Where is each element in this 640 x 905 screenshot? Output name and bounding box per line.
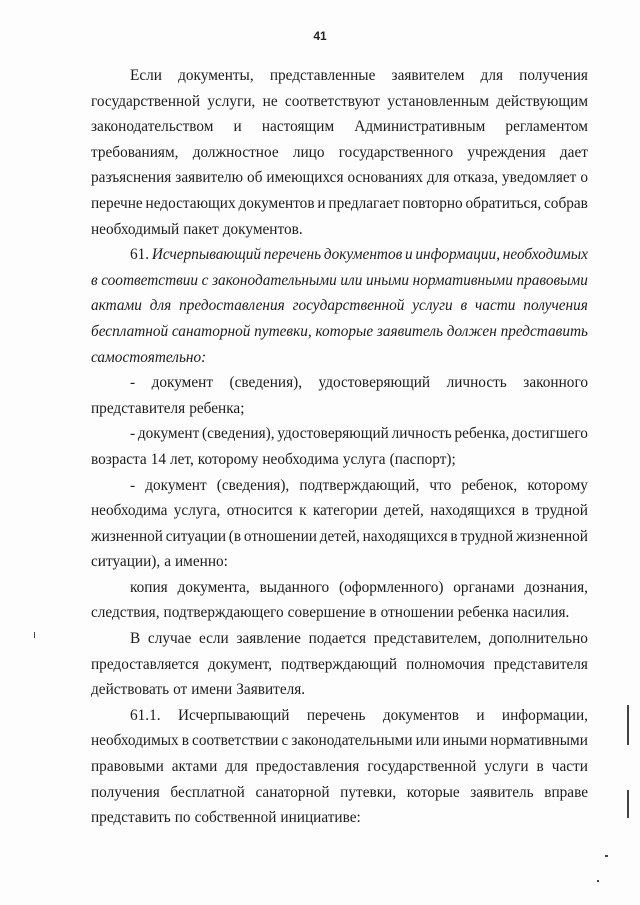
word: повторно xyxy=(402,194,463,212)
word: дознания, xyxy=(524,578,588,596)
word: - xyxy=(130,425,136,443)
word: санаторной xyxy=(255,783,330,801)
word: от xyxy=(173,681,188,699)
word: ситуации xyxy=(165,527,227,545)
word: законодательными xyxy=(291,732,413,750)
word: документов xyxy=(238,194,315,212)
word: услуга, xyxy=(173,502,221,520)
paragraph xyxy=(91,370,588,421)
scan-mark xyxy=(627,790,629,818)
word: заявитель xyxy=(470,783,534,801)
text-line xyxy=(91,575,588,601)
text-line xyxy=(91,191,588,217)
word: если xyxy=(198,630,229,648)
word: подтверждающий, xyxy=(299,476,420,494)
word: ребенка, xyxy=(454,425,510,443)
word: для xyxy=(426,169,450,187)
word: необходимый xyxy=(91,220,180,238)
word: необходимых xyxy=(502,246,588,264)
paragraph xyxy=(91,473,588,575)
word: и xyxy=(317,194,326,212)
word: законодательными xyxy=(212,271,337,289)
text-line xyxy=(91,473,588,499)
word: детей, xyxy=(319,527,360,545)
word: 61.1. xyxy=(130,706,161,724)
word: (в xyxy=(228,527,242,545)
word: которому xyxy=(527,476,588,494)
word: правовыми xyxy=(91,758,164,776)
scan-mark xyxy=(627,705,629,745)
text-line xyxy=(91,754,588,780)
word: ситуации), xyxy=(91,553,161,571)
word: нормативными xyxy=(412,271,513,289)
text-line xyxy=(91,242,588,268)
word: отношении xyxy=(380,604,454,622)
paragraph xyxy=(91,421,588,472)
word: случае xyxy=(147,630,192,648)
word: В xyxy=(130,630,141,648)
word: Если xyxy=(130,67,162,84)
word: удостоверяющий xyxy=(277,425,389,443)
scan-mark xyxy=(597,880,599,882)
word: лет, xyxy=(170,450,194,468)
word: государственной xyxy=(292,297,405,315)
word: части xyxy=(551,758,588,776)
text-line xyxy=(91,447,588,473)
word: (сведения), xyxy=(202,425,275,443)
word: предлагает xyxy=(328,194,400,212)
text-line xyxy=(91,165,588,191)
word: законного xyxy=(523,374,588,392)
word: дополнительно xyxy=(488,630,588,648)
word: дает xyxy=(559,143,588,161)
word: возраста xyxy=(91,450,147,468)
text-line xyxy=(91,421,588,447)
word: необходимых xyxy=(91,732,179,750)
text-line xyxy=(91,600,588,626)
word: бесплатной xyxy=(170,783,245,801)
word: находящихся xyxy=(362,527,448,545)
word: достигшего xyxy=(512,425,588,443)
word: (паспорт); xyxy=(389,450,456,468)
word: настоящим xyxy=(261,118,335,136)
word: инициативе: xyxy=(280,809,361,827)
word: и xyxy=(233,118,242,136)
word: о xyxy=(580,169,588,187)
word: предоставления xyxy=(255,758,360,776)
word: ребенок, xyxy=(461,476,518,494)
word: услуга xyxy=(342,450,386,468)
word: соответствии xyxy=(192,732,279,750)
word: в xyxy=(536,758,544,776)
word: документ, xyxy=(207,655,272,673)
word: не xyxy=(262,92,278,110)
word: - xyxy=(130,374,136,392)
word: именно: xyxy=(174,553,228,571)
word: Исчерпывающий xyxy=(151,246,262,264)
word: ребенка; xyxy=(189,399,245,417)
word: (оформленного) xyxy=(339,578,444,596)
text-line xyxy=(91,217,588,243)
word: которому xyxy=(197,450,259,468)
word: органами xyxy=(453,578,515,596)
word: насилия. xyxy=(512,604,570,622)
word: информации, xyxy=(501,706,588,724)
word: для xyxy=(149,297,172,315)
word: удостоверяющий xyxy=(318,374,431,392)
text-line xyxy=(91,498,588,524)
word: должен xyxy=(446,322,497,340)
word: иными xyxy=(365,271,409,289)
word: представителя xyxy=(493,655,588,673)
paragraph xyxy=(91,703,588,831)
word: необходима xyxy=(262,450,339,468)
word: государственной xyxy=(367,758,477,776)
word: информации, xyxy=(415,246,501,264)
word: санаторной xyxy=(171,322,251,340)
word: представителя xyxy=(91,399,186,417)
text-line xyxy=(91,677,588,703)
word: иными xyxy=(442,732,488,750)
word: заявление xyxy=(236,630,301,648)
word: уведомляет xyxy=(502,169,577,187)
word: вправе xyxy=(544,783,588,801)
word: для xyxy=(480,67,503,84)
word: документ xyxy=(145,476,207,494)
text-line xyxy=(91,293,588,319)
word: имени xyxy=(191,681,233,699)
word: - xyxy=(130,476,136,494)
word: должностное xyxy=(192,143,279,161)
paragraph xyxy=(91,626,588,703)
word: следствия, xyxy=(91,604,160,622)
word: в xyxy=(450,527,458,545)
paragraph xyxy=(91,63,588,242)
text-line xyxy=(91,319,588,345)
word: документ xyxy=(137,425,200,443)
word: относится xyxy=(226,502,293,520)
word: или xyxy=(340,271,363,289)
word: разъяснения xyxy=(91,169,172,187)
word: в xyxy=(91,271,98,289)
scan-mark xyxy=(34,632,35,638)
word: заявителю xyxy=(175,169,244,187)
word: лицо xyxy=(292,143,325,161)
word: предоставляется xyxy=(91,655,199,673)
word: отношении xyxy=(243,527,317,545)
word: услуги xyxy=(412,297,453,315)
word: основаниях xyxy=(347,169,423,187)
text-line xyxy=(91,524,588,550)
word: актами xyxy=(171,758,218,776)
word: имеющихся xyxy=(266,169,344,187)
word: путевки, xyxy=(254,322,312,340)
word: находящихся xyxy=(430,502,516,520)
word: получения xyxy=(523,297,588,315)
word: нормативными xyxy=(490,732,588,750)
text-line xyxy=(91,140,588,166)
word: правовыми xyxy=(516,271,588,289)
word: государственной xyxy=(91,92,201,110)
word: к xyxy=(299,502,307,520)
word: учреждения xyxy=(467,143,546,161)
word: по xyxy=(174,809,191,827)
word: получения xyxy=(91,783,160,801)
word: или xyxy=(415,732,440,750)
word: которые xyxy=(406,783,460,801)
word: (сведения), xyxy=(229,374,303,392)
word: ребенка xyxy=(457,604,509,622)
word: перечне xyxy=(91,194,143,212)
word: самостоятельно: xyxy=(91,348,207,366)
word: с xyxy=(281,732,289,750)
word: (сведения), xyxy=(216,476,290,494)
word: заявителем xyxy=(391,67,465,84)
paragraph xyxy=(91,575,588,626)
word: части xyxy=(475,297,516,315)
word: представить xyxy=(91,809,171,827)
word: собственной xyxy=(194,809,277,827)
word: путевки, xyxy=(340,783,397,801)
word: совершение xyxy=(287,604,366,622)
word: документ xyxy=(151,374,214,392)
text-line xyxy=(91,626,588,652)
word: недостающих xyxy=(145,194,236,212)
word: документы, xyxy=(178,67,254,84)
word: в xyxy=(181,732,189,750)
text-line xyxy=(91,805,588,831)
text-line xyxy=(91,345,588,371)
word: необходима xyxy=(91,502,168,520)
word: с xyxy=(201,271,209,289)
word: актами xyxy=(91,297,142,315)
word: перечень xyxy=(306,706,366,724)
word: жизненной xyxy=(91,527,163,545)
word: пакет xyxy=(183,220,219,238)
word: в xyxy=(460,297,468,315)
word: подтверждающий xyxy=(280,655,398,673)
word: представить xyxy=(500,322,588,340)
word: трудной xyxy=(535,502,588,520)
word: 14 xyxy=(150,450,166,468)
word: заявитель xyxy=(376,322,443,340)
word: обратиться, xyxy=(465,194,542,212)
word: предоставления xyxy=(179,297,285,315)
word: личность xyxy=(391,425,452,443)
text-line xyxy=(91,268,588,294)
word: соответствии xyxy=(101,271,199,289)
word: копия xyxy=(130,578,168,596)
paragraph xyxy=(91,242,588,370)
word: документов xyxy=(323,246,403,264)
word: действующим xyxy=(496,92,588,110)
word: детей, xyxy=(383,502,424,520)
text-line xyxy=(91,89,588,115)
word: собрав xyxy=(544,194,588,212)
word: представленные xyxy=(269,67,376,84)
word: отказа, xyxy=(453,169,499,187)
word: документа, xyxy=(177,578,250,596)
word: и xyxy=(405,246,413,264)
word: Заявителя. xyxy=(236,681,306,699)
word: документов xyxy=(382,706,459,724)
word: требованиям, xyxy=(91,143,179,161)
word: личность xyxy=(446,374,507,392)
word: услуги, xyxy=(207,92,256,110)
word: соответствуют xyxy=(284,92,381,110)
word: услуги xyxy=(484,758,529,776)
word: перечень xyxy=(263,246,322,264)
word: в xyxy=(369,604,377,622)
word: в xyxy=(521,502,529,520)
word: подается xyxy=(308,630,367,648)
text-line xyxy=(91,549,588,575)
word: жизненной xyxy=(515,527,588,545)
word: подтверждающего xyxy=(163,604,284,622)
word: категории xyxy=(312,502,378,520)
text-line xyxy=(91,63,588,89)
word: об xyxy=(247,169,263,187)
word: представителем, xyxy=(373,630,482,648)
text-line xyxy=(91,396,588,422)
word: государственного xyxy=(338,143,454,161)
word: выданного xyxy=(259,578,330,596)
word: регламентом xyxy=(505,118,588,136)
text-line xyxy=(91,652,588,678)
word: бесплатной xyxy=(91,322,169,340)
word: Исчерпывающий xyxy=(177,706,290,724)
word: получения xyxy=(519,67,588,84)
word: трудной xyxy=(460,527,514,545)
word: полномочия xyxy=(406,655,485,673)
text-line xyxy=(91,703,588,729)
word: действовать xyxy=(91,681,170,699)
word: для xyxy=(225,758,248,776)
text-line xyxy=(91,114,588,140)
page-number: 41 xyxy=(313,29,327,43)
text-line xyxy=(91,728,588,754)
word: которые xyxy=(315,322,374,340)
word: что xyxy=(429,476,452,494)
word: установленным xyxy=(387,92,490,110)
word: Административным xyxy=(354,118,486,136)
word: а xyxy=(164,553,171,571)
text-line xyxy=(91,780,588,806)
scan-mark xyxy=(605,855,608,857)
word: и xyxy=(476,706,485,724)
text-line xyxy=(91,370,588,396)
word: документов. xyxy=(222,220,303,238)
word: законодательством xyxy=(91,118,214,136)
document-body xyxy=(91,63,588,831)
word: 61. xyxy=(130,246,150,264)
